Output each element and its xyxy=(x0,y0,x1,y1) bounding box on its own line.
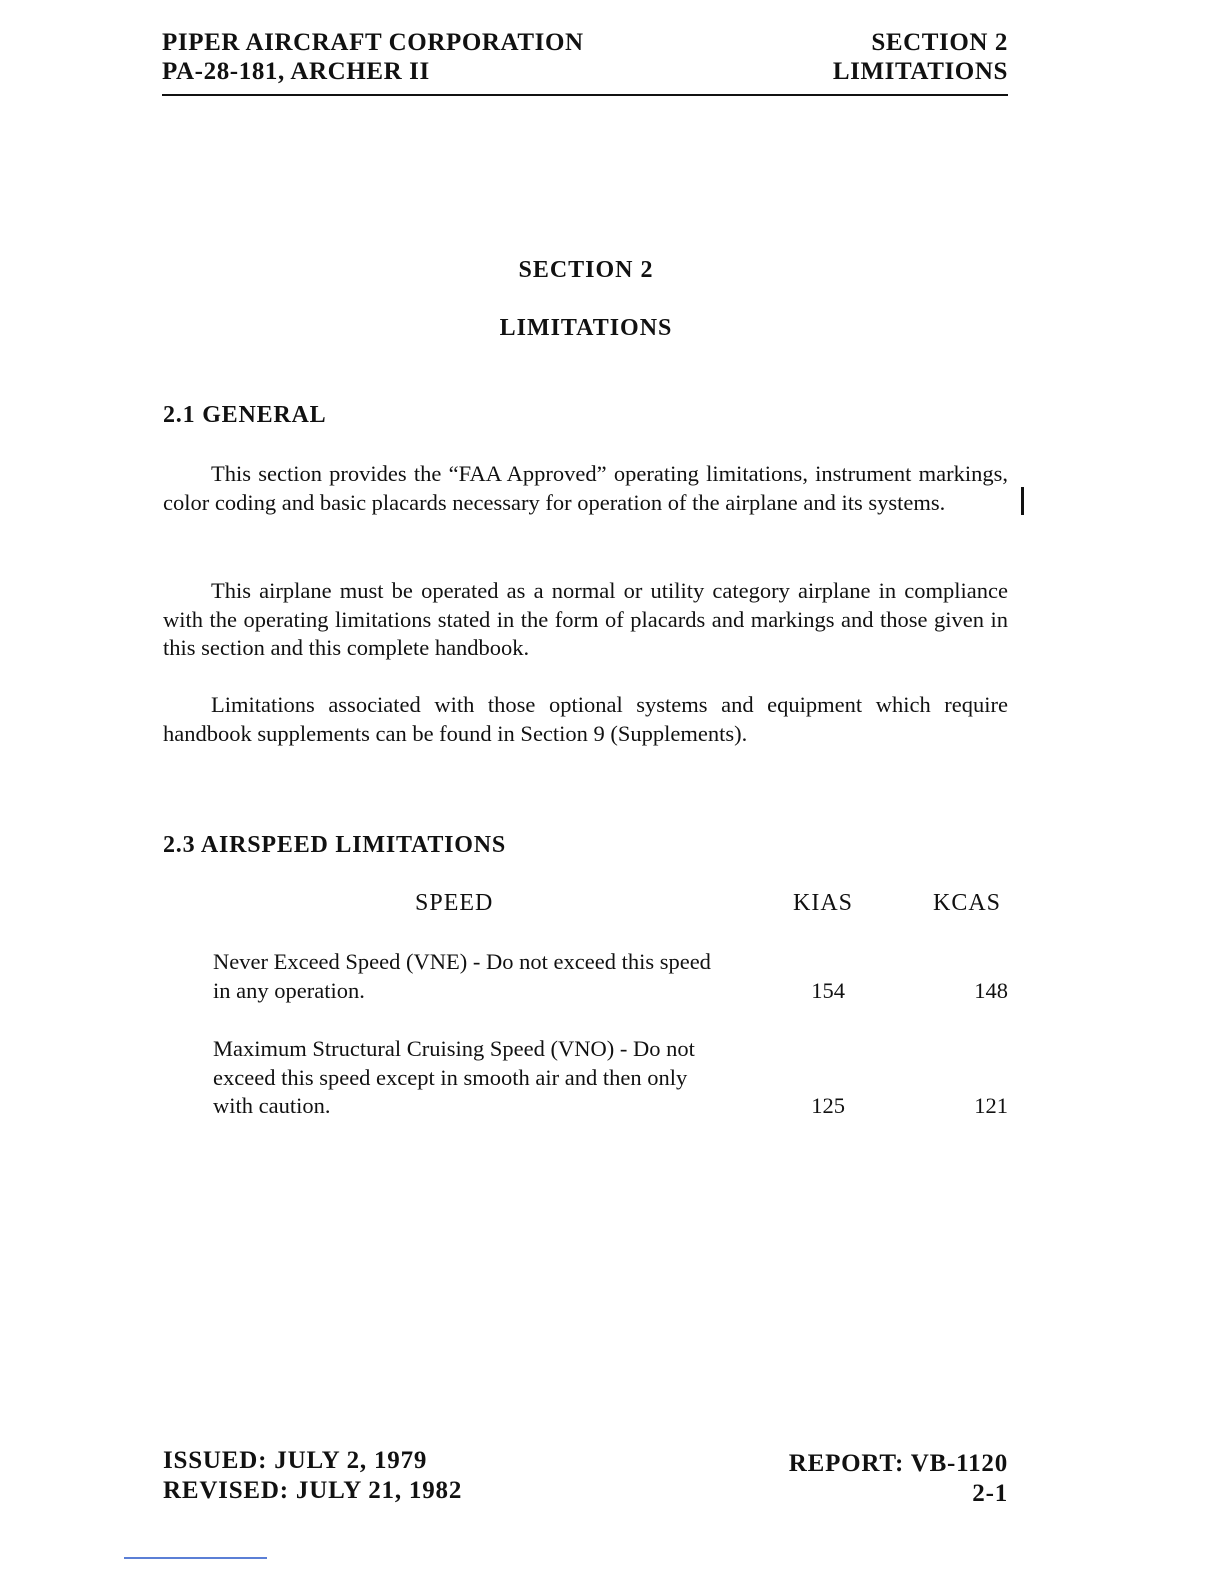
header-section-name: LIMITATIONS xyxy=(832,58,1008,85)
page-number: 2-1 xyxy=(972,1480,1008,1507)
airspeed-heading: 2.3 AIRSPEED LIMITATIONS xyxy=(163,832,507,858)
revision-change-bar xyxy=(1021,487,1024,515)
column-header-speed: SPEED xyxy=(415,890,494,916)
vno-kias-value: 125 xyxy=(811,1093,845,1118)
vne-description: Never Exceed Speed (VNE) - Do not exceed this speed in any operation. xyxy=(213,949,711,1003)
revised-date: REVISED: JULY 21, 1982 xyxy=(163,1477,463,1504)
general-paragraph-3: Limitations associated with those optional systems and equipment which require handbook supplements can be found in Section 9 (Supplements). xyxy=(163,692,1008,746)
page-header-right xyxy=(833,28,1008,86)
general-heading: 2.1 GENERAL xyxy=(163,402,327,428)
page-footer-right xyxy=(789,1449,1008,1509)
header-divider xyxy=(162,94,1008,96)
vne-kcas-value: 148 xyxy=(974,978,1008,1003)
scan-edge-mark xyxy=(124,1557,267,1559)
general-paragraph-1: This section provides the “FAA Approved” operating limitations, instrument markings, color coding and basic placards necessary for operation of the airplane and its systems. xyxy=(163,461,1008,515)
header-section-number: SECTION 2 xyxy=(871,29,1008,56)
page-footer-left xyxy=(163,1446,462,1506)
vne-kias-value: 154 xyxy=(811,978,845,1003)
column-header-kias: KIAS xyxy=(793,890,854,916)
vno-description: Maximum Structural Cruising Speed (VNO) - Do not exceed this speed except in smooth air and then only with caution. xyxy=(213,1036,695,1118)
company-name: PIPER AIRCRAFT CORPORATION xyxy=(162,29,584,56)
issued-date: ISSUED: JULY 2, 1979 xyxy=(163,1447,428,1474)
report-number: REPORT: VB-1120 xyxy=(788,1450,1008,1477)
section-number-title: SECTION 2 xyxy=(518,257,654,283)
general-paragraph-2: This airplane must be operated as a normal or utility category airplane in compliance with the operating limitations stated in the form of placards and markings and those given in this section and this complete handbook. xyxy=(163,578,1008,660)
section-name-title: LIMITATIONS xyxy=(499,315,673,341)
column-header-kcas: KCAS xyxy=(933,890,1002,916)
aircraft-model: PA-28-181, ARCHER II xyxy=(162,58,430,85)
page-header-left xyxy=(162,28,584,86)
vno-kcas-value: 121 xyxy=(974,1093,1008,1118)
